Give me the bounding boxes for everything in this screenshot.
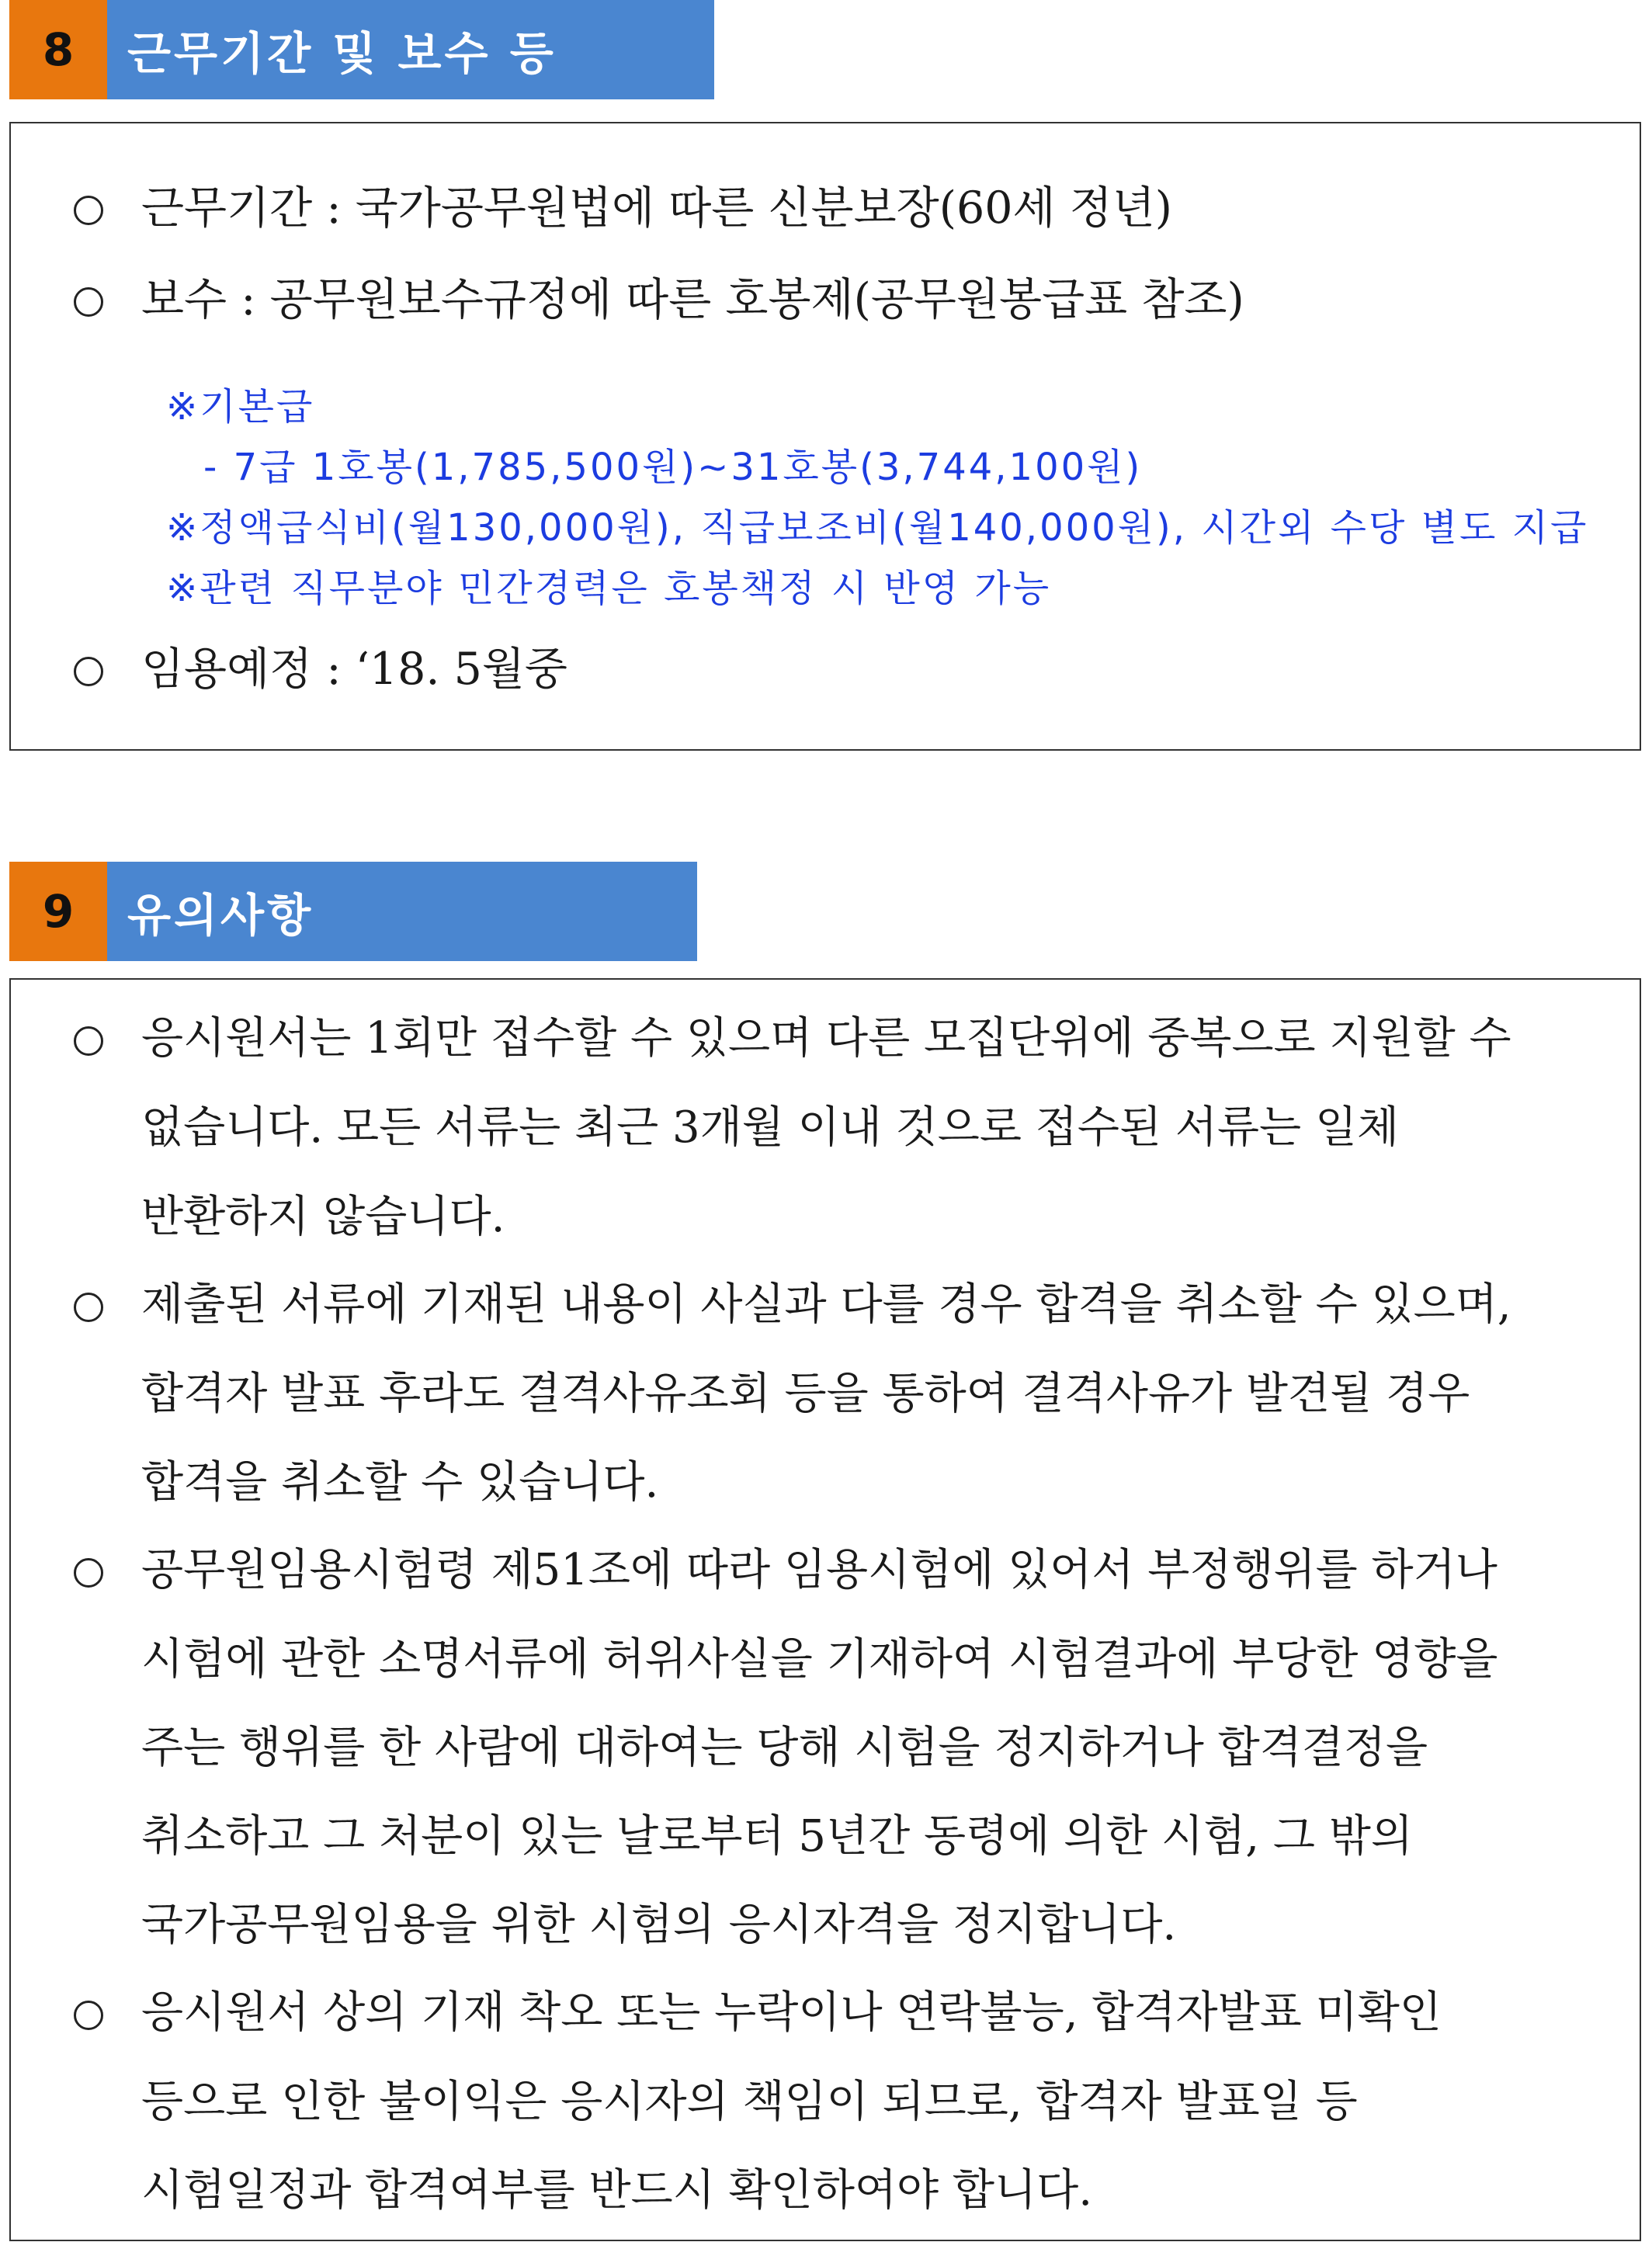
notice-2-line-2: 합격자 발표 후라도 결격사유조회 등을 통하여 결격사유가 발견될 경우 — [141, 1369, 1470, 1419]
section-9-box — [9, 978, 1641, 2241]
bullet-circle-icon — [74, 657, 103, 686]
bullet-circle-icon — [74, 1026, 103, 1056]
notice-4-line-3: 시험일정과 합격여부를 반드시 확인하여야 합니다. — [141, 2165, 1093, 2216]
bullet-circle-icon — [74, 196, 103, 225]
notice-1-line-1: 응시원서는 1회만 접수할 수 있으며 다른 모집단위에 중복으로 지원할 수 — [141, 1013, 1511, 1064]
notice-3-line-2: 시험에 관한 소명서류에 허위사실을 기재하여 시험결과에 부당한 영향을 — [141, 1634, 1498, 1685]
notice-2-line-3: 합격을 취소할 수 있습니다. — [141, 1457, 659, 1508]
notice-4-line-1: 응시원서 상의 기재 착오 또는 누락이나 연락불능, 합격자발표 미확인 — [141, 1987, 1442, 2038]
appointment-schedule-text: 임용예정 : ‘18. 5월중 — [141, 644, 567, 695]
notice-3-line-1: 공무원임용시험령 제51조에 따라 임용시험에 있어서 부정행위를 하거나 — [141, 1545, 1498, 1595]
notice-4-line-2: 등으로 인한 불이익은 응시자의 책임이 되므로, 합격자 발표일 등 — [141, 2077, 1358, 2127]
section-9-header — [9, 862, 697, 961]
allowance-note: ※정액급식비(월130,000원), 직급보조비(월140,000원), 시간외 수당 별도 지급 — [166, 506, 1589, 550]
notice-2-line-1: 제출된 서류에 기재된 내용이 사실과 다를 경우 합격을 취소할 수 있으며, — [141, 1279, 1511, 1330]
section-8-header — [9, 0, 714, 99]
salary-text: 보수 : 공무원보수규정에 따른 호봉제(공무원봉급표 참조) — [141, 274, 1244, 325]
section-9-title: 유의사항 — [107, 862, 697, 961]
section-8-number: 8 — [9, 0, 107, 99]
basic-pay-note: ※기본급 — [166, 385, 315, 429]
employment-period-text: 근무기간 : 국가공무원법에 따른 신분보장(60세 정년) — [141, 182, 1173, 234]
bullet-circle-icon — [74, 1293, 103, 1322]
bullet-circle-icon — [74, 287, 103, 317]
notice-3-line-3: 주는 행위를 한 사람에 대하여는 당해 시험을 정지하거나 합격결정을 — [141, 1723, 1428, 1773]
section-9-number: 9 — [9, 862, 107, 961]
bullet-circle-icon — [74, 1558, 103, 1588]
section-8-title: 근무기간 및 보수 등 — [107, 0, 714, 99]
career-recognition-note: ※관련 직무분야 민간경력은 호봉책정 시 반영 가능 — [166, 567, 1052, 610]
notice-1-line-3: 반환하지 않습니다. — [141, 1192, 505, 1242]
basic-pay-range-note: - 7급 1호봉(1,785,500원)~31호봉(3,744,100원) — [203, 446, 1143, 489]
bullet-circle-icon — [74, 2001, 103, 2030]
notice-3-line-5: 국가공무원임용을 위한 시험의 응시자격을 정지합니다. — [141, 1900, 1177, 1950]
notice-1-line-2: 없습니다. 모든 서류는 최근 3개월 이내 것으로 접수된 서류는 일체 — [141, 1102, 1400, 1153]
notice-3-line-4: 취소하고 그 처분이 있는 날로부터 5년간 동령에 의한 시험, 그 밖의 — [141, 1811, 1413, 1862]
